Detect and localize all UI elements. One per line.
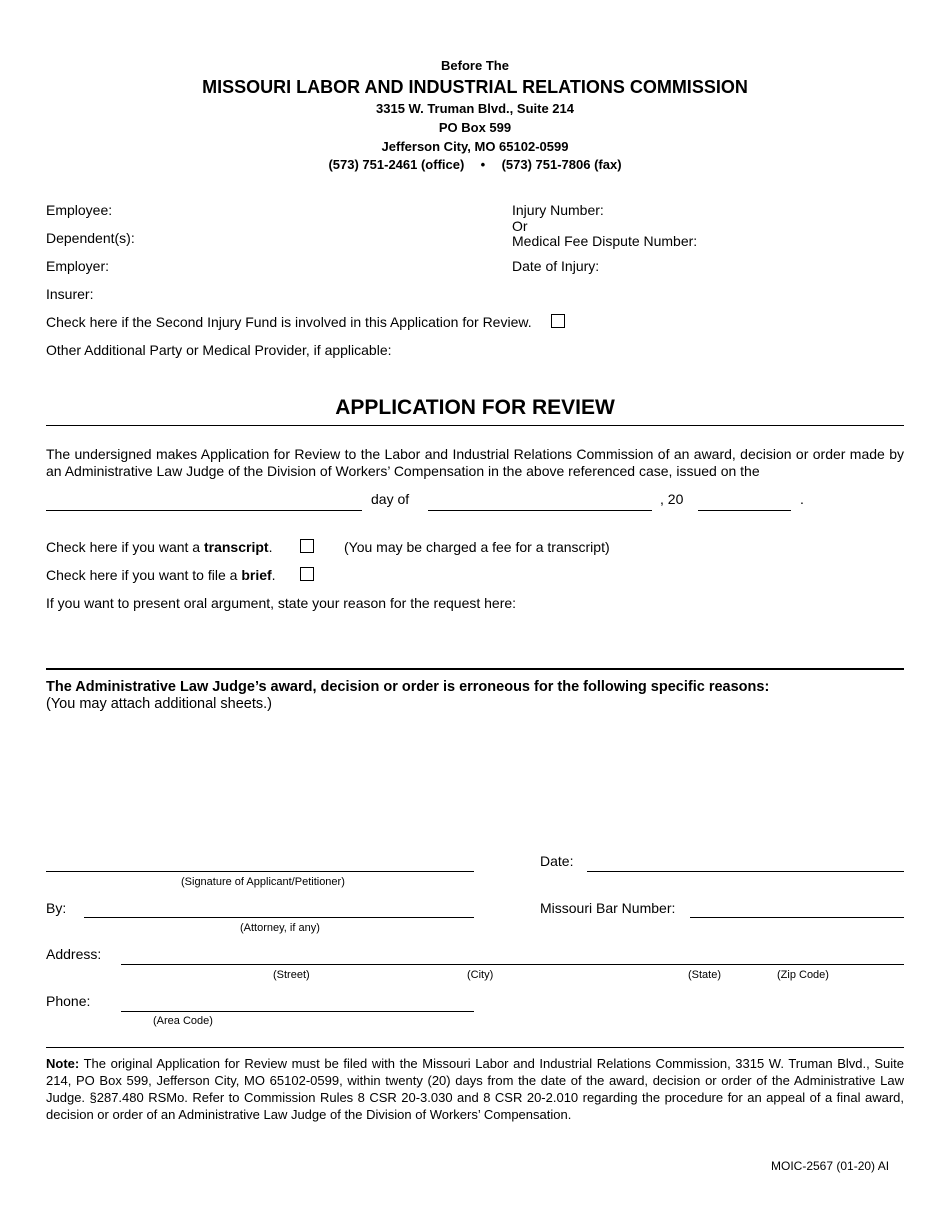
oral-argument-input[interactable] xyxy=(46,614,908,668)
brief-bold: brief xyxy=(241,567,272,583)
address-line-2: PO Box 599 xyxy=(438,120,512,135)
zip-caption: (Zip Code) xyxy=(777,969,829,981)
phone-office: (573) 751-2461 (office) xyxy=(328,157,465,172)
signature-date-field[interactable] xyxy=(587,853,904,872)
second-injury-checkbox[interactable] xyxy=(551,314,565,328)
bullet-separator: • xyxy=(480,157,486,172)
reasons-input[interactable] xyxy=(46,718,908,848)
dependents-label: Dependent(s): xyxy=(46,230,135,246)
insurer-label: Insurer: xyxy=(46,286,94,302)
transcript-bold: transcript xyxy=(203,539,269,555)
bar-number-field[interactable] xyxy=(690,899,904,918)
transcript-prefix: Check here if you want a xyxy=(46,539,204,555)
employer-label: Employer: xyxy=(46,258,110,274)
filing-note xyxy=(46,1055,904,1123)
transcript-suffix: . xyxy=(268,539,273,555)
day-of-label: day of xyxy=(371,491,410,507)
brief-checkbox[interactable] xyxy=(300,567,314,581)
address-field[interactable] xyxy=(121,946,904,965)
transcript-label xyxy=(46,539,272,555)
brief-suffix: . xyxy=(271,567,276,583)
phone-fax: (573) 751-7806 (fax) xyxy=(501,157,622,172)
brief-prefix: Check here if you want to file a xyxy=(46,567,242,583)
reasons-heading: The Administrative Law Judge’s award, decision or order is erroneous for the following specific reasons: xyxy=(46,679,770,695)
date-label: Date: xyxy=(540,853,574,869)
by-label: By: xyxy=(46,900,67,916)
employee-label: Employee: xyxy=(46,202,113,218)
issued-year-field[interactable] xyxy=(698,492,791,511)
area-code-caption: (Area Code) xyxy=(153,1015,213,1027)
address-line-1: 3315 W. Truman Blvd., Suite 214 xyxy=(376,101,574,116)
year-prefix-label: , 20 xyxy=(660,491,684,507)
issued-day-field[interactable] xyxy=(46,492,362,511)
note-text: The original Application for Review must be filed with the Missouri Labor and Industrial Relations Commission, 3315 W. Truman Blvd., Suite 214, PO Box 599, Jefferson City, MO 65102-0599, within twenty (20) days from the date of the award, decision or order of the Administrative Law Judge. §287.480 RSMo. Refer to Commission Rules 8 CSR 20-3.030 and 8 CSR 20-2.010 regarding the procedure for an appeal of a final award, decision or order of an Administrative Law Judge of the Division of Workers’ Compensation. xyxy=(46,1056,904,1122)
state-caption: (State) xyxy=(688,969,722,981)
attorney-caption: (Attorney, if any) xyxy=(240,922,320,934)
other-party-label: Other Additional Party or Medical Provider, if applicable: xyxy=(46,342,392,358)
phone-label: Phone: xyxy=(46,993,91,1009)
city-caption: (City) xyxy=(467,969,494,981)
address-label: Address: xyxy=(46,946,102,962)
transcript-fee-note: (You may be charged a fee for a transcript) xyxy=(344,539,610,555)
bar-number-label: Missouri Bar Number: xyxy=(540,900,676,916)
issued-month-field[interactable] xyxy=(428,492,652,511)
attorney-field[interactable] xyxy=(84,899,474,918)
reasons-subheading: (You may attach additional sheets.) xyxy=(46,696,272,712)
commission-title: MISSOURI LABOR AND INDUSTRIAL RELATIONS COMMISSION xyxy=(202,77,748,97)
note-divider xyxy=(46,1047,904,1048)
or-label: Or xyxy=(512,218,528,234)
oral-argument-label: If you want to present oral argument, state your reason for the request here: xyxy=(46,595,517,611)
header-before: Before The xyxy=(441,58,509,73)
brief-label xyxy=(46,567,276,583)
medical-fee-label: Medical Fee Dispute Number: xyxy=(512,233,698,249)
transcript-checkbox[interactable] xyxy=(300,539,314,553)
phone-line xyxy=(0,157,950,172)
date-period: . xyxy=(800,491,804,507)
application-title: APPLICATION FOR REVIEW xyxy=(335,396,615,419)
injury-number-label: Injury Number: xyxy=(512,202,604,218)
signature-caption: (Signature of Applicant/Petitioner) xyxy=(181,876,345,888)
street-caption: (Street) xyxy=(273,969,310,981)
phone-field[interactable] xyxy=(121,993,474,1012)
form-id: MOIC-2567 (01-20) AI xyxy=(771,1159,890,1173)
title-divider xyxy=(46,425,904,426)
date-of-injury-label: Date of Injury: xyxy=(512,258,600,274)
second-injury-label: Check here if the Second Injury Fund is involved in this Application for Review. xyxy=(46,314,532,330)
address-line-3: Jefferson City, MO 65102-0599 xyxy=(381,139,569,154)
signature-field[interactable] xyxy=(46,853,474,872)
reasons-divider xyxy=(46,668,904,670)
application-intro: The undersigned makes Application for Review to the Labor and Industrial Relations Commission of an award, decision or order made by an Administrative Law Judge of the Division of Workers’ Compensation in the above referenced case, issued on the xyxy=(46,446,904,479)
note-label: Note: xyxy=(46,1056,80,1071)
